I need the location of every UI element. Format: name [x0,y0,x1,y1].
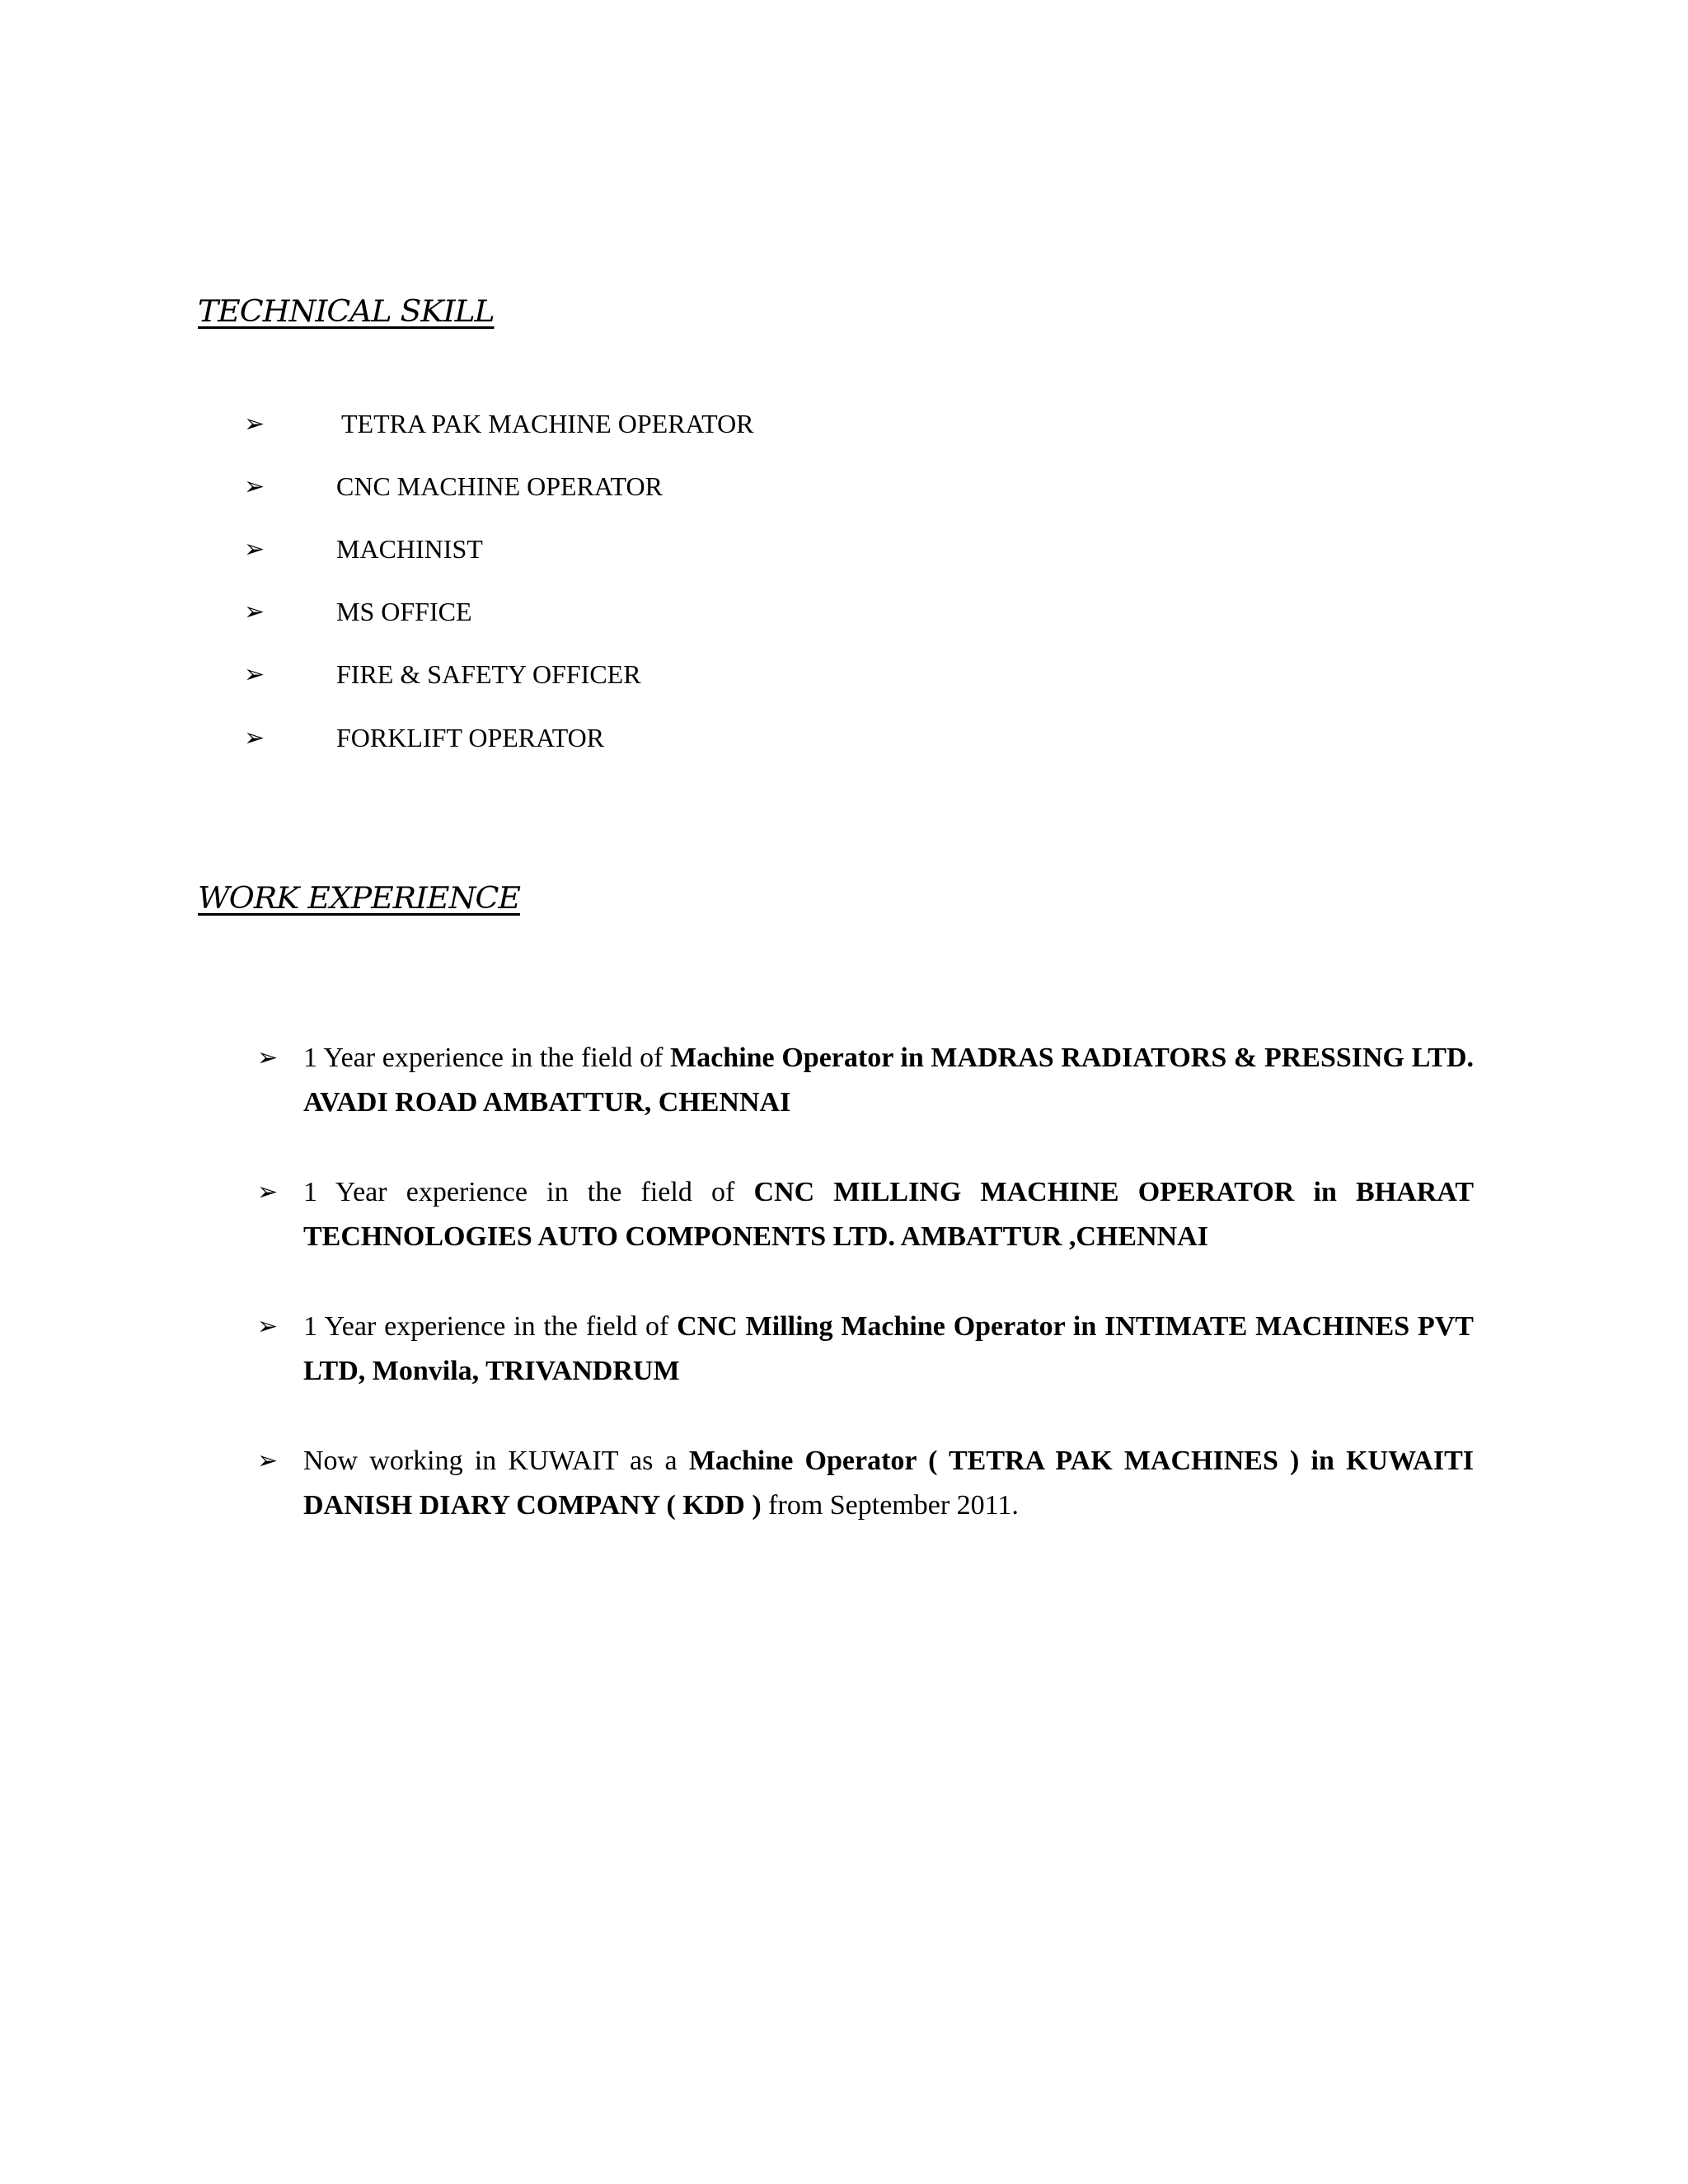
arrow-bullet-icon: ➢ [257,1044,279,1071]
arrow-bullet-icon: ➢ [244,410,265,438]
skill-label: CNC MACHINE OPERATOR [336,471,663,501]
skill-item [244,719,604,756]
work-item [257,1439,1474,1528]
arrow-bullet-icon: ➢ [257,1447,279,1474]
work-item [257,1170,1474,1259]
technical-skill-heading: TECHNICAL SKILL [198,295,495,329]
work-item [257,1305,1474,1394]
work-employer: Machine Operator ( TETRA PAK MACHINES ) in KUWAITI DANISH DIARY COMPANY ( KDD ) [303,1446,1475,1521]
arrow-bullet-icon: ➢ [244,535,265,563]
skill-item [244,531,483,567]
work-text: 1 Year experience in the field of [303,1043,671,1073]
arrow-bullet-icon: ➢ [244,598,265,626]
skill-label: TETRA PAK MACHINE OPERATOR [341,408,754,438]
arrow-bullet-icon: ➢ [244,724,265,752]
skill-item [244,656,641,692]
skill-label: FIRE & SAFETY OFFICER [336,658,641,689]
arrow-bullet-icon: ➢ [244,660,265,688]
work-text: 1 Year experience in the field of [303,1177,754,1207]
work-employer: Machine Operator in MADRAS RADIATORS & PRESSING LTD. AVADI ROAD AMBATTUR, CHENNAI [303,1043,1474,1118]
work-employer: CNC MILLING MACHINE OPERATOR in BHARAT TECHNOLOGIES AUTO COMPONENTS LTD. AMBATTUR ,CHENNAI [303,1177,1474,1252]
skill-label: MS OFFICE [336,596,472,626]
arrow-bullet-icon: ➢ [257,1179,279,1206]
work-text: Now working in KUWAIT as a [303,1446,689,1476]
work-text: 1 Year experience in the field of [303,1311,678,1342]
work-date: from September 2011. [761,1490,1019,1521]
skill-label: FORKLIFT OPERATOR [336,722,605,752]
work-item [257,1036,1474,1125]
skill-item [244,468,663,504]
skill-item [244,593,472,630]
skill-item [244,405,754,442]
work-experience-heading: WORK EXPERIENCE [198,882,520,916]
arrow-bullet-icon: ➢ [244,472,265,500]
skill-label: MACHINIST [336,533,483,564]
work-employer: CNC Milling Machine Operator in INTIMATE MACHINES PVT LTD, Monvila, TRIVANDRUM [303,1311,1474,1386]
arrow-bullet-icon: ➢ [257,1313,279,1340]
